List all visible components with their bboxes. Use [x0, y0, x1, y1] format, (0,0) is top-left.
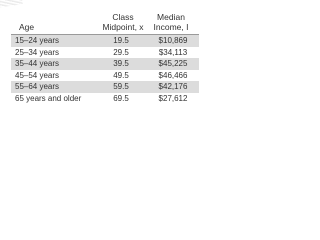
age-cell: 45–54 years [15, 70, 60, 80]
table-row [11, 93, 199, 105]
table-row [11, 47, 199, 59]
page [0, 0, 200, 121]
header-income-line1: Median [157, 12, 185, 22]
age-cell: 15–24 years [15, 36, 60, 45]
age-cell: 55–64 years [15, 82, 60, 92]
header-age-label: Age [19, 21, 35, 32]
income-table [11, 0, 199, 105]
income-value: $34,113 [158, 47, 188, 57]
header-income-line2: Income, I [153, 21, 189, 32]
table-body [11, 35, 199, 105]
midpoint-value: 19.5 [113, 36, 129, 45]
header-midpoint [95, 13, 151, 32]
age-cell: 65 years and older [15, 93, 82, 103]
midpoint-value: 59.5 [113, 82, 129, 92]
midpoint-value: 49.5 [113, 70, 129, 80]
income-value: $45,225 [158, 59, 188, 69]
cropped-footnote [11, 116, 131, 121]
income-value: $42,176 [158, 82, 188, 92]
header-midpoint-line2: Midpoint, x [102, 21, 144, 32]
midpoint-value: 29.5 [113, 47, 129, 57]
table-row [11, 70, 199, 82]
age-cell: 35–44 years [15, 59, 60, 69]
income-value: $27,612 [158, 93, 188, 103]
table-row [11, 81, 199, 93]
age-cell: 25–34 years [15, 47, 60, 57]
header-midpoint-line1: Class [112, 12, 134, 22]
header-age [19, 23, 34, 33]
table-row [11, 58, 199, 70]
cropped-footnote-ghost [11, 116, 131, 121]
midpoint-value: 39.5 [113, 59, 129, 69]
income-value: $46,466 [158, 70, 188, 80]
income-value: $10,869 [158, 36, 188, 45]
midpoint-value: 69.5 [113, 93, 129, 103]
table-header [11, 0, 199, 35]
header-income [151, 13, 191, 32]
table-row [11, 35, 199, 47]
